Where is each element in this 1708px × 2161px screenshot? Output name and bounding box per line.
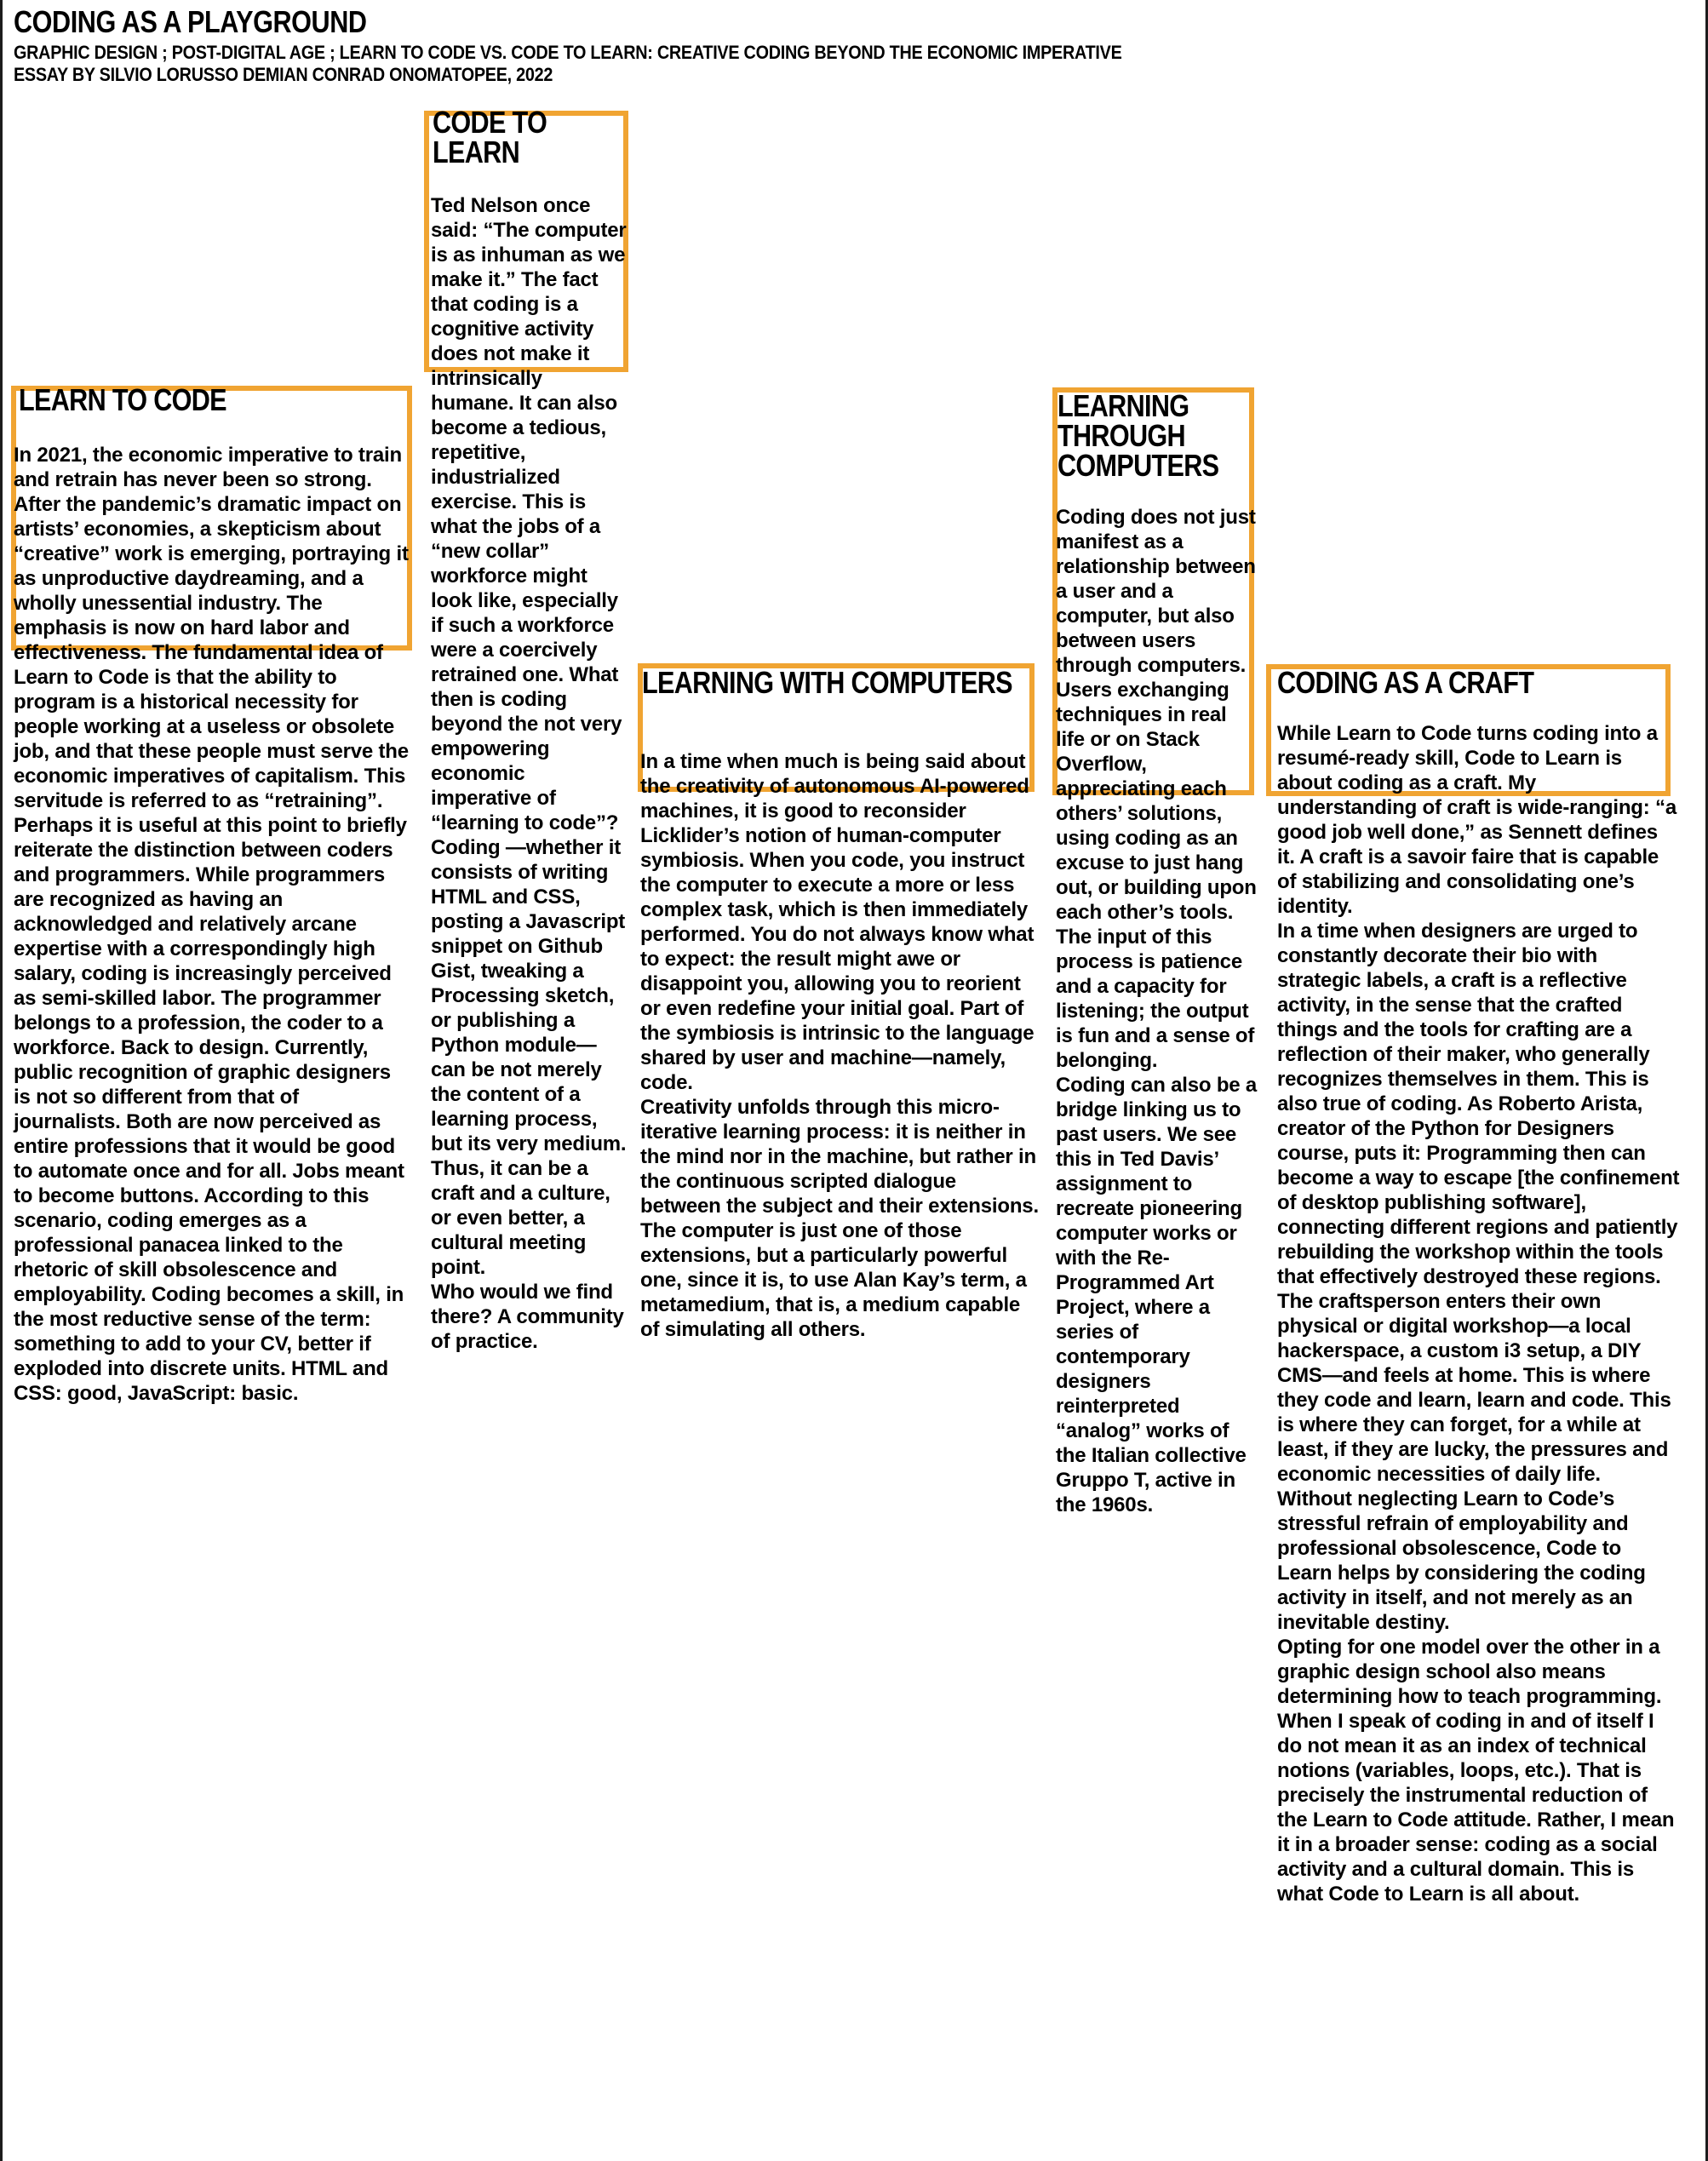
paragraph: While Learn to Code turns coding into a resumé-ready skill, Code to Learn is about coding as a craft. My understanding of craft is wide-ranging: “a good job well done,” as Sennett defines it. A craft is a savoir faire that is capable of stabilizing and consolidating one’s identity. [1277,722,1676,918]
paragraph: Who would we find there? A community of practice. [431,1281,624,1353]
column-body-learn-to-code [14,443,409,1406]
column-heading-code-to-learn: CODE TO LEARN [433,105,547,169]
paragraph: The craftsperson enters their own physical or digital workshop—a local hackerspace, a custom i3 setup, a DIY CMS—and feels at home. This is where they code and learn, learn and code. This is where they can forget, for a while at least, if they are lucky, the pressures and economic necessities of daily life. [1277,1290,1671,1486]
page-subtitle: GRAPHIC DESIGN ; POST-DIGITAL AGE ; LEARN TO CODE VS. CODE TO LEARN: CREATIVE CODING BEYOND THE ECONOMIC IMPERATIVE [14,42,1122,63]
page-title: CODING AS A PLAYGROUND [14,4,367,39]
paragraph: In a time when much is being said about the creativity of autonomous AI-powered machines, it is good to reconsider Licklider’s notion of human-computer symbiosis. When you code, you instruct the computer to execute a more or less complex task, which is then immediately performed. You do not always know what to expect: the result might awe or disappoint you, allowing you to reorient or even redefine your initial goal. Part of the symbiosis is intrinsic to the language shared by user and machine—namely, code. [640,750,1035,1094]
column-body-coding-as-a-craft [1277,721,1681,1906]
column-heading-coding-as-a-craft: CODING AS A CRAFT [1277,665,1534,700]
paragraph: Without neglecting Learn to Code’s stressful refrain of employability and professional obsolescence, Code to Learn helps by considering the coding activity in itself, and not merely as an inevitable destiny. [1277,1487,1646,1634]
paragraph: In 2021, the economic imperative to train and retrain has never been so strong. After the pandemic’s dramatic impact on artists’ economies, a skepticism about “creative” work is emerging, portraying it as unproductive daydreaming, and a wholly unessential industry. The emphasis is now on hard labor and effectiveness. The fundamental idea of Learn to Code is that the ability to program is a historical necessity for people working at a useless or obsolete job, and that these people must serve the economic imperatives of capitalism. This servitude is referred to as “retraining”. [14,444,409,812]
column-heading-learning-through-computers: LEARNING THROUGH COMPUTERS [1057,388,1219,483]
paragraph: Perhaps it is useful at this point to briefly reiterate the distinction between coders and programmers. While programmers are recognized as having an acknowledged and relatively arcane expertise with a correspondingly high salary, coding is increasingly perceived as semi-skilled labor. The programmer belongs to a profession, the coder to a workforce. Back to design. Currently, public recognition of graphic designers is not so different from that of journalists. Both are now perceived as entire professions that it would be good to automate once and for all. Jobs meant to become buttons. According to this scenario, coding emerges as a professional panacea linked to the rhetoric of skill obsolescence and employability. Coding becomes a skill, in the most reductive sense of the term: something to add to your CV, better if exploded into discrete units. HTML and CSS: good, JavaScript: basic. [14,814,407,1405]
column-body-code-to-learn [431,193,628,1354]
paragraph: Creativity unfolds through this micro-iterative learning process: it is neither in the mind nor in the machine, but rather in the continuous scripted dialogue between the subject and their extensions. The computer is just one of those extensions, but a particularly powerful one, since it is, to use Alan Kay’s term, a metamedium, that is, a medium capable of simulating all others. [640,1096,1039,1341]
column-heading-learn-to-code: LEARN TO CODE [19,382,226,417]
paragraph: Coding does not just manifest as a relationship between a user and a computer, but also between users through computers. Users exchanging techniques in real life or on Stack Overflow, appreciating each others’ solutions, using coding as an excuse to just hang out, or building upon each other’s tools. The input of this process is patience and a capacity for listening; the output is fun and a sense of belonging. [1056,506,1257,1072]
paragraph: Ted Nelson once said: “The computer is as inhuman as we make it.” The fact that coding is a cognitive activity does not make it intrinsically humane. It can also become a tedious, repetitive, industrialized exercise. This is what the jobs of a “new collar” workforce might look like, especially if such a workforce were a coercively retrained one. What then is coding beyond the not very empowering economic imperative of “learning to code”? Coding —whether it consists of writing HTML and CSS, posting a Javascript snippet on Github Gist, tweaking a Processing sketch, or publishing a Python module— can be not merely the content of a learning process, but its very medium. Thus, it can be a craft and a culture, or even better, a cultural meeting point. [431,194,627,1279]
column-body-learning-with-computers [640,749,1039,1342]
page-byline: ESSAY BY SILVIO LORUSSO DEMIAN CONRAD ONOMATOPEE, 2022 [14,64,553,85]
page-edge-left-line [0,0,3,2161]
column-body-learning-through-computers [1056,505,1258,1517]
paragraph: Coding can also be a bridge linking us to past users. We see this in Ted Davis’ assignment to recreate pioneering computer works or with the Re-Programmed Art Project, where a series of contemporary designers reinterpreted “analog” works of the Italian collective Gruppo T, active in the 1960s. [1056,1074,1258,1516]
paragraph: Opting for one model over the other in a graphic design school also means determining how to teach programming. When I speak of coding in and of itself I do not mean it as an index of technical notions (variables, loops, etc.). That is precisely the instrumental reduction of the Learn to Code attitude. Rather, I mean it in a broader sense: coding as a social activity and a cultural domain. This is what Code to Learn is all about. [1277,1636,1675,1906]
paragraph: In a time when designers are urged to constantly decorate their bio with strategic labels, a craft is a reflective activity, in the sense that the crafted things and the tools for crafting are a reflection of their maker, who generally recognizes themselves in them. This is also true of coding. As Roberto Arista, creator of the Python for Designers course, puts it: Programming then can become a way to escape [the confinement of desktop publishing software], connecting different regions and patiently rebuilding the workshop within the tools that effectively destroyed these regions. [1277,920,1680,1288]
column-heading-learning-with-computers: LEARNING WITH COMPUTERS [642,665,1012,700]
